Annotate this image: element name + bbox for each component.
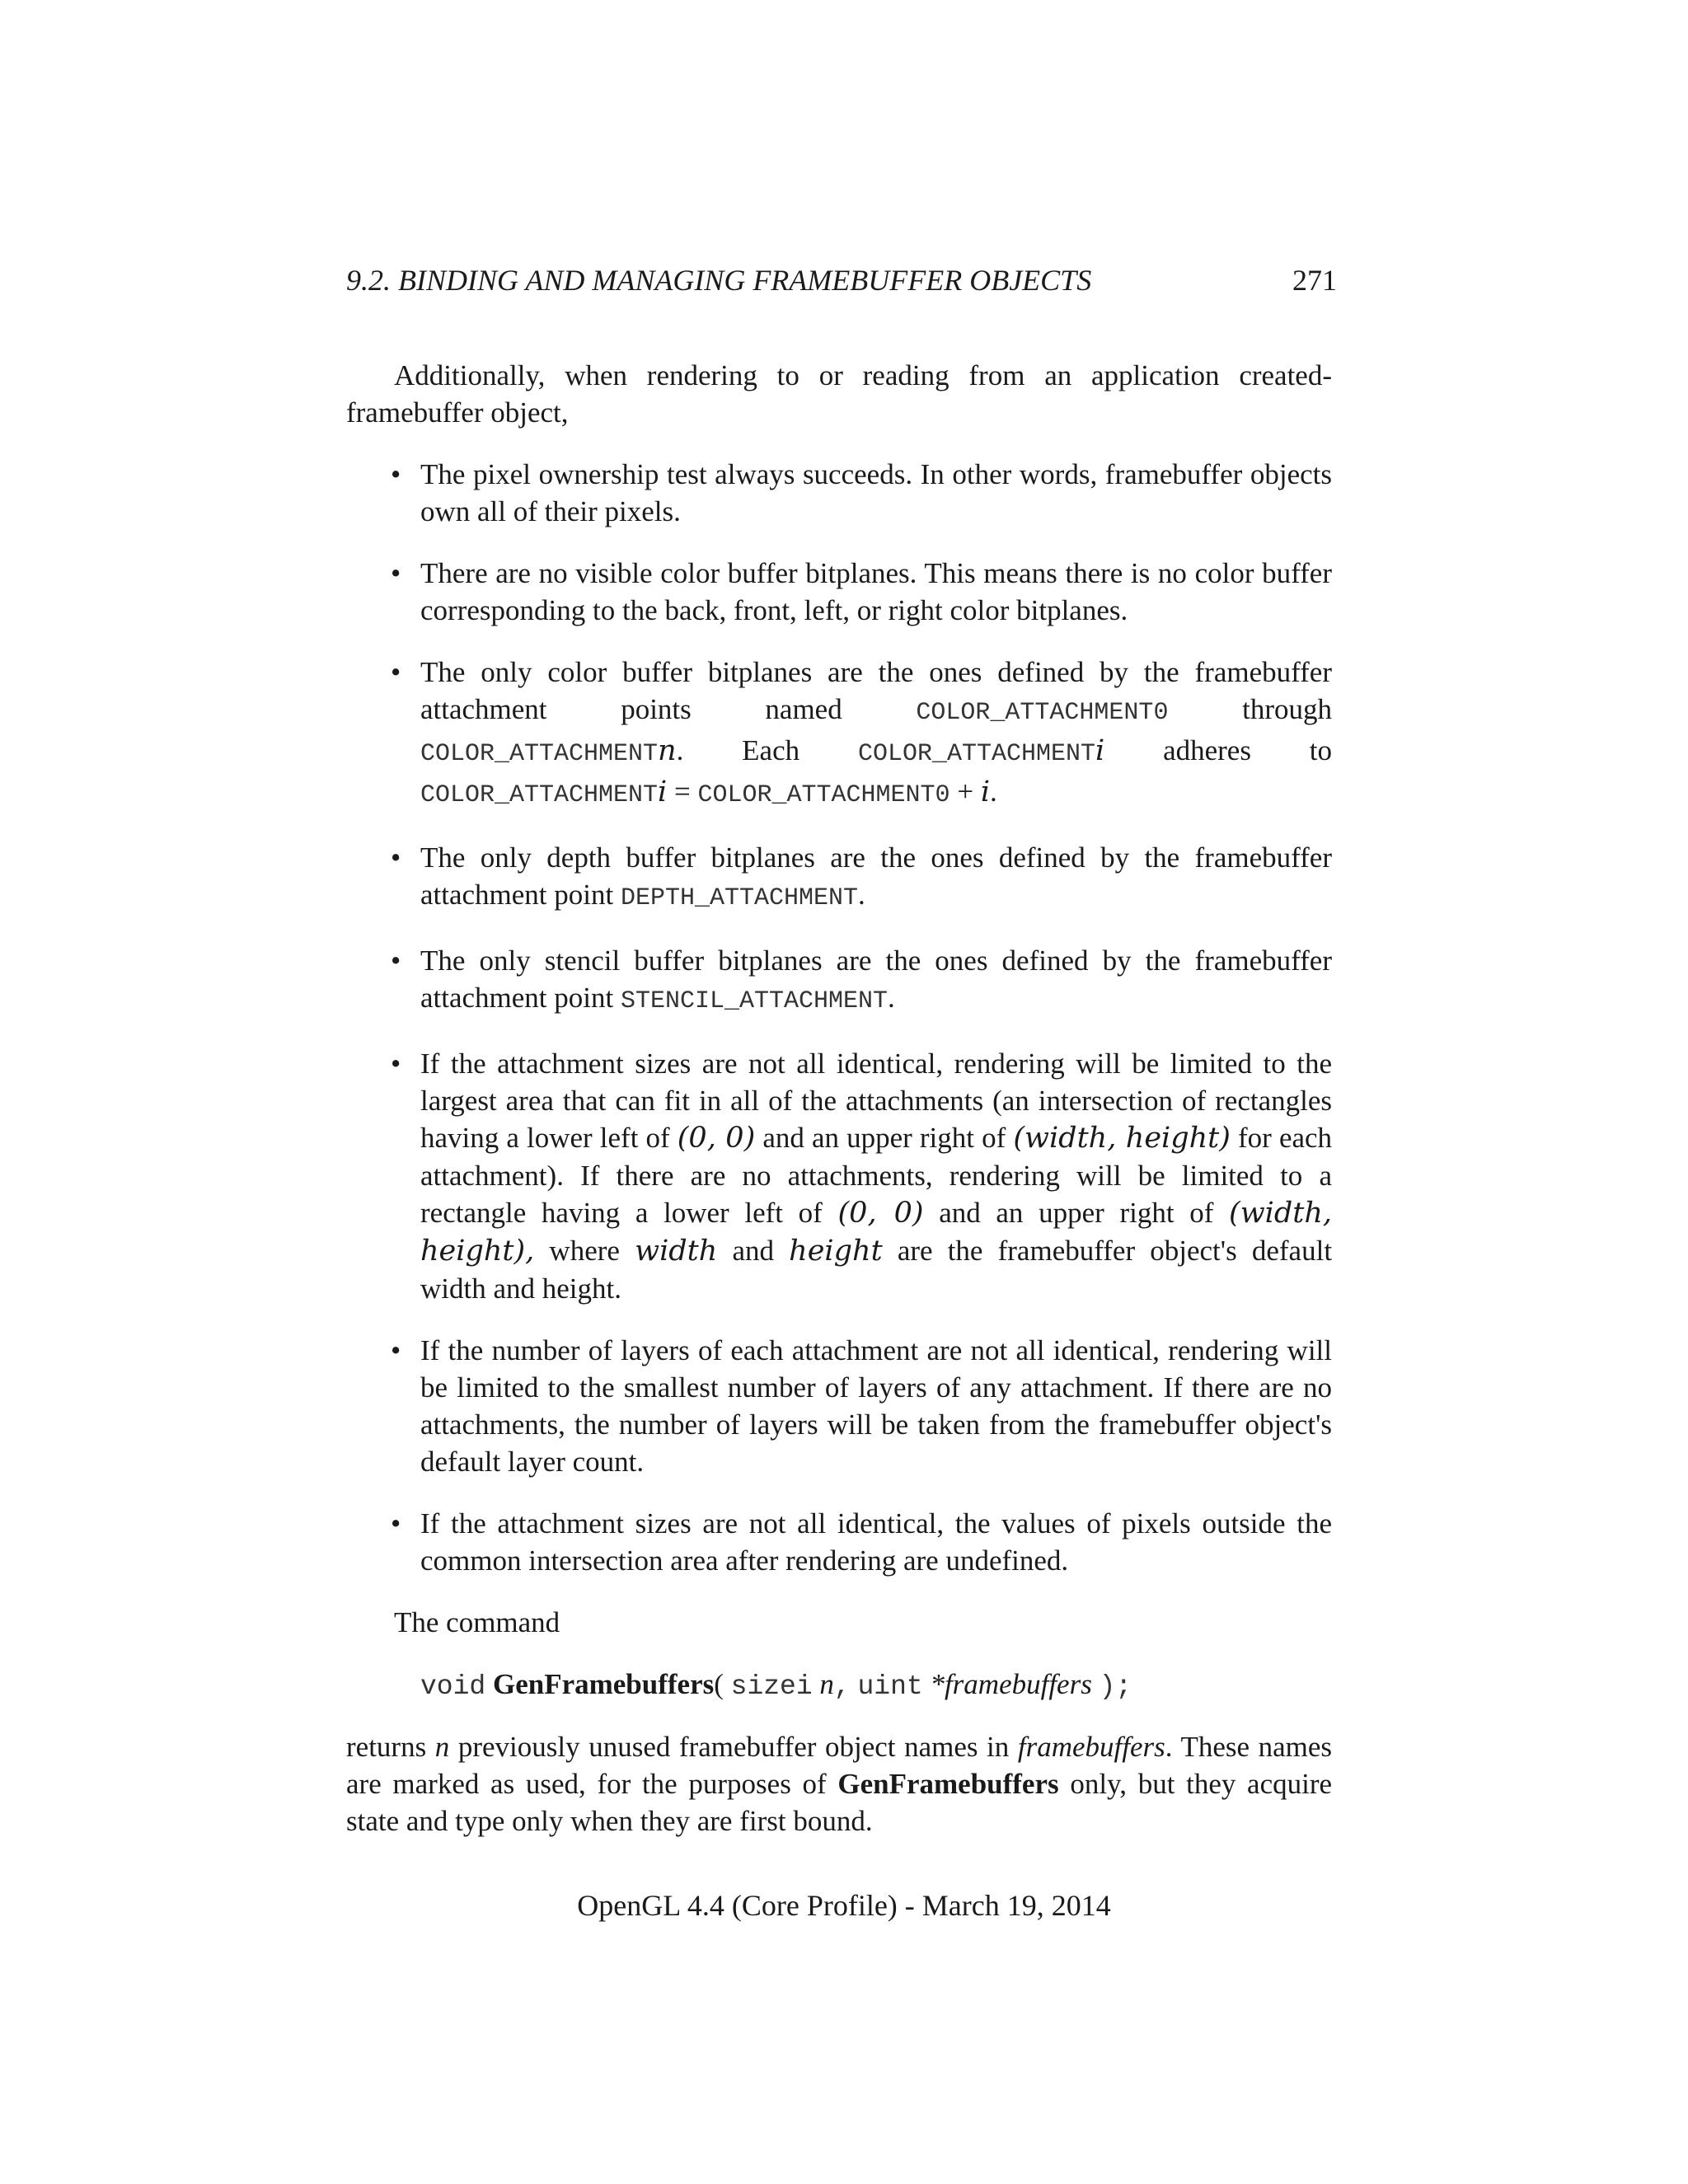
bullet-icon: • [391,944,401,977]
bullet-text: adheres to [1163,734,1333,766]
math-expression: (width, height), [420,1197,1332,1268]
bullet-list [346,456,1332,1579]
list-item [346,456,1332,530]
bullet-text: and an upper right of [939,1197,1214,1229]
param-type: sizei [730,1671,813,1702]
bullet-text: are the framebuffer object's default width and height. [420,1235,1333,1305]
code-token: COLOR_ATTACHMENT [420,740,659,768]
bullet-icon: • [391,1334,401,1366]
math-symbol: n [658,734,677,767]
code-token: DEPTH_ATTACHMENT [620,884,859,912]
page-footer: OpenGL 4.4 (Core Profile) - March 19, 2014 [577,1889,1111,1922]
bullet-text: If the attachment sizes are not all identical, the values of pixels outside the common intersection area after rendering are undefined. [420,1507,1332,1577]
bullet-text: and [732,1235,774,1267]
body-text [346,357,1332,1840]
list-item [346,1332,1332,1480]
function-reference: GenFramebuffers [837,1768,1059,1800]
bullet-icon: • [391,557,401,589]
bullet-icon: • [391,656,401,688]
math-symbol: width [635,1235,718,1268]
math-symbol: i [658,776,668,808]
math-expression: (0, 0) [837,1197,924,1230]
bullet-icon: • [391,1047,401,1080]
param-reference: framebuffers [1017,1731,1165,1763]
running-header-title: 9.2. BINDING AND MANAGING FRAMEBUFFER OBJECTS [346,264,1092,297]
code-token: COLOR_ATTACHMENT0 [916,699,1169,727]
function-name: GenFramebuffers [492,1668,715,1700]
bullet-text: where [549,1235,620,1267]
paragraph-text: returns [346,1731,427,1763]
paragraph-text: previously unused framebuffer object names in [457,1731,1010,1763]
bullet-text: The only depth buffer bitplanes are the ones defined by the framebuffer attachment point [420,841,1332,911]
bullet-text: . [888,982,895,1014]
bullet-text: There are no visible color buffer bitplanes. This means there is no color buffer corresponding to the back, front, left, or right color bitplanes. [420,557,1332,626]
math-symbol: i [1095,734,1105,767]
list-item [346,555,1332,629]
code-token: COLOR_ATTACHMENT [857,740,1096,768]
bullet-text: . [858,879,865,911]
bullet-text: The only stencil buffer bitplanes are the ones defined by the framebuffer attachment point [420,944,1332,1014]
bullet-text: If the number of layers of each attachment are not all identical, rendering will be limited to the smallest number of layers of any attachment. If there are no attachments, the number of layers will be taken from the framebuffer object's default layer count. [420,1334,1332,1478]
bullet-icon: • [391,458,401,490]
page-number: 271 [1292,264,1337,297]
math-symbol: i [980,776,991,808]
math-expression: (0, 0) [677,1122,756,1155]
bullet-icon: • [391,1507,401,1540]
code-token: STENCIL_ATTACHMENT [620,987,889,1015]
param-reference: n [434,1731,450,1763]
math-symbol: height [789,1235,883,1268]
command-intro: The command [394,1606,560,1638]
list-item [346,942,1332,1020]
code-token: COLOR_ATTACHMENT [420,781,659,809]
param-name: *framebuffers [930,1668,1092,1700]
bullet-text: The pixel ownership test always succeeds. In other words, framebuffer objects own all of their pixels. [420,458,1332,527]
bullet-text: = [674,776,691,808]
function-prototype [420,1666,1332,1705]
return-type: void [420,1671,486,1702]
param-name: n [819,1668,834,1700]
paragraph-text: . These names are marked as used, for the purposes of [346,1731,1333,1800]
param-type: uint [857,1671,923,1702]
close-paren: ); [1099,1671,1132,1702]
intro-paragraph: Additionally, when rendering to or reading from an application created-framebuffer object, [346,359,1332,429]
paragraph-text: only, but they acquire state and type only when they are first bound. [346,1768,1333,1837]
bullet-text: . Each [676,734,800,766]
math-expression: (width, height) [1013,1122,1231,1155]
list-item [346,654,1332,814]
open-paren: ( [714,1668,724,1700]
bullet-icon: • [391,841,401,874]
bullet-text: and an upper right of [762,1122,1006,1154]
list-item [346,839,1332,917]
command-description [346,1728,1332,1840]
bullet-text: + [957,776,974,808]
bullet-text: If the attachment sizes are not all identical, rendering will be limited to the largest area that can fit in all of the attachments (an intersection of rectangles having a lower left of [420,1047,1332,1154]
list-item [346,1505,1332,1579]
code-token: COLOR_ATTACHMENT0 [697,781,950,809]
list-item [346,1045,1332,1307]
bullet-text: for each attachment). If there are no attachments, rendering will be limited to a rectangle having a lower left of [420,1122,1333,1229]
bullet-text: The only color buffer bitplanes are the ones defined by the framebuffer attachment points named [420,656,1332,725]
param-separator: , [833,1671,851,1702]
bullet-text: . [990,776,997,808]
bullet-text: through [1242,693,1333,725]
